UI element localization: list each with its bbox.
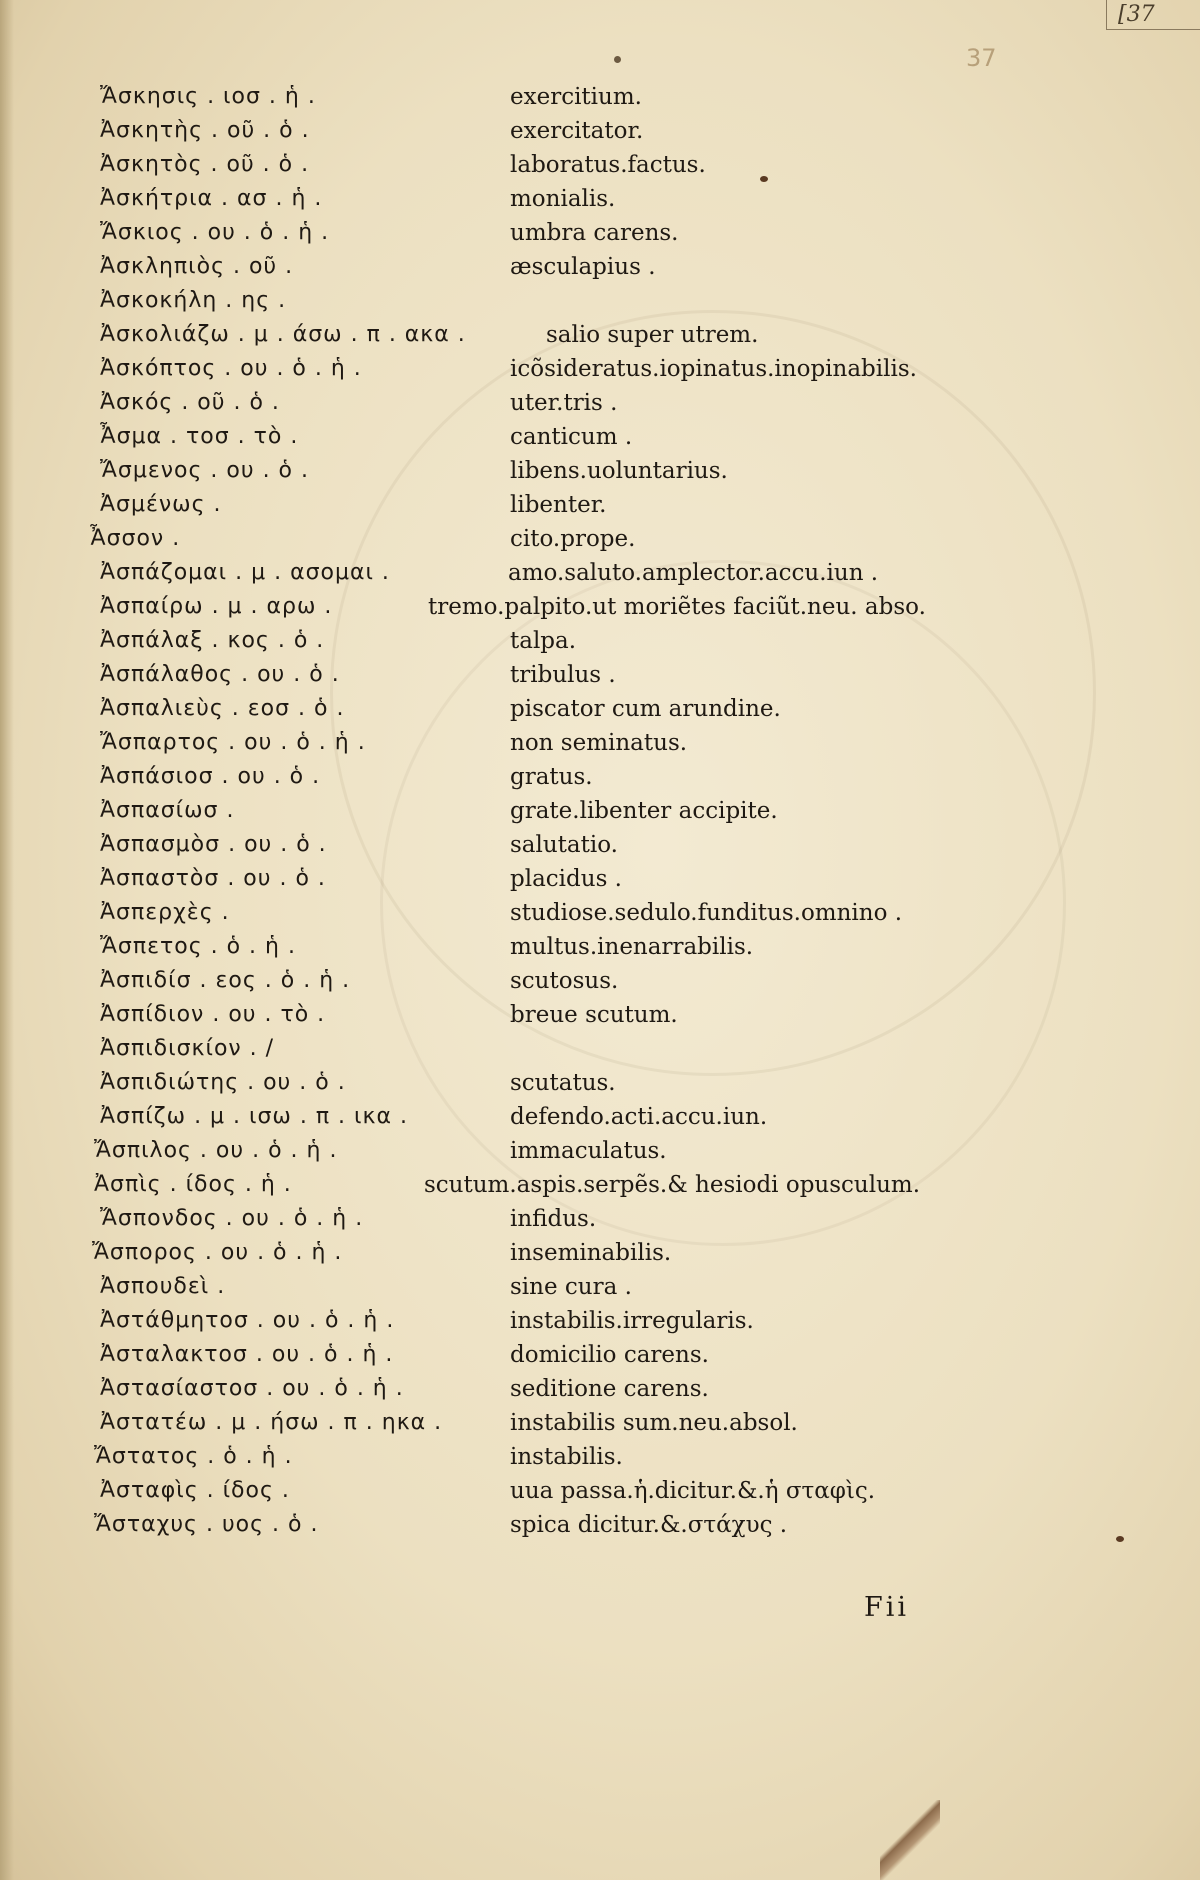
entry-row xyxy=(0,390,1200,424)
greek-headword: Ἆσσον . xyxy=(90,526,181,551)
entry-row xyxy=(0,1206,1200,1240)
entry-row xyxy=(0,1138,1200,1172)
entry-row xyxy=(0,764,1200,798)
latin-gloss: instabilis. xyxy=(510,1444,623,1470)
entry-row xyxy=(0,1240,1200,1274)
entry-row xyxy=(0,1512,1200,1546)
folio-mark: [37 xyxy=(1118,2,1155,27)
greek-headword: Ἀσκός . οῦ . ὁ . xyxy=(100,390,280,415)
entry-row xyxy=(0,152,1200,186)
greek-headword: Ἀσκητὴς . οῦ . ὁ . xyxy=(100,118,310,143)
greek-headword: Ἀσπίδιον . ου . τὸ . xyxy=(100,1002,326,1027)
greek-headword: Ἀσκόπτος . ου . ὁ . ἡ . xyxy=(100,356,362,381)
latin-gloss: inseminabilis. xyxy=(510,1240,672,1266)
entry-row xyxy=(0,322,1200,356)
entry-row xyxy=(0,1444,1200,1478)
latin-gloss: studiose.sedulo.funditus.omnino . xyxy=(510,900,903,926)
entry-row xyxy=(0,798,1200,832)
greek-headword: Ἀστατέω . μ . ήσω . π . ηκα . xyxy=(100,1410,443,1435)
latin-gloss: monialis. xyxy=(510,186,616,212)
entry-row xyxy=(0,1376,1200,1410)
latin-gloss: libens.uoluntarius. xyxy=(510,458,728,484)
greek-headword: Ἀσπάσιοσ . ου . ὁ . xyxy=(100,764,321,789)
greek-headword: Ἀσμένως . xyxy=(100,492,222,517)
greek-headword: Ἀσκληπιὸς . οῦ . xyxy=(100,254,294,279)
greek-headword: Ἀσκητὸς . οῦ . ὁ . xyxy=(100,152,310,177)
entry-row xyxy=(0,934,1200,968)
paper-damage xyxy=(880,1800,940,1880)
entry-row xyxy=(0,118,1200,152)
greek-headword: Ἄσκιος . ου . ὁ . ἡ . xyxy=(100,220,330,245)
entry-row xyxy=(0,730,1200,764)
entry-row xyxy=(0,458,1200,492)
latin-gloss: multus.inenarrabilis. xyxy=(510,934,754,960)
latin-gloss: exercitium. xyxy=(510,84,642,110)
greek-headword: Ἀσταλακτοσ . ου . ὁ . ἡ . xyxy=(100,1342,394,1367)
latin-gloss: laboratus.factus. xyxy=(510,152,706,178)
latin-gloss: talpa. xyxy=(510,628,577,654)
greek-headword: Ἄσπονδος . ου . ὁ . ἡ . xyxy=(100,1206,364,1231)
greek-headword: Ἀσπιδίσ . εος . ὁ . ἡ . xyxy=(100,968,351,993)
signature-mark: Fii xyxy=(864,1592,910,1623)
latin-gloss: libenter. xyxy=(510,492,607,518)
entry-row xyxy=(0,492,1200,526)
greek-headword: Ἀσπίζω . μ . ισω . π . ικα . xyxy=(100,1104,408,1129)
greek-headword: Ἀσπασμὸσ . ου . ὁ . xyxy=(100,832,327,857)
entry-row xyxy=(0,220,1200,254)
entry-row xyxy=(0,424,1200,458)
entry-row xyxy=(0,1070,1200,1104)
greek-headword: Ἄσπιλος . ου . ὁ . ἡ . xyxy=(94,1138,338,1163)
entry-row xyxy=(0,186,1200,220)
latin-gloss: cito.prope. xyxy=(510,526,636,552)
greek-headword: Ἄσπορος . ου . ὁ . ἡ . xyxy=(92,1240,343,1265)
greek-headword: Ἀσπιδιώτης . ου . ὁ . xyxy=(100,1070,346,1095)
latin-gloss: scutum.aspis.serpẽs.& hesiodi opusculum. xyxy=(424,1172,921,1198)
entry-row xyxy=(0,1036,1200,1070)
entry-row xyxy=(0,1002,1200,1036)
latin-gloss: amo.saluto.amplector.accu.iun . xyxy=(508,560,879,586)
greek-headword: Ἀσπάλαξ . κος . ὁ . xyxy=(100,628,325,653)
entry-row xyxy=(0,254,1200,288)
greek-headword: Ἀσπαλιεὺς . εοσ . ὁ . xyxy=(100,696,345,721)
latin-gloss: instabilis.irregularis. xyxy=(510,1308,754,1334)
entry-row xyxy=(0,968,1200,1002)
greek-headword: Ἀστασίαστοσ . ου . ὁ . ἡ . xyxy=(100,1376,404,1401)
greek-headword: Ἄσπαρτος . ου . ὁ . ἡ . xyxy=(100,730,366,755)
entry-row xyxy=(0,1478,1200,1512)
latin-gloss: uter.tris . xyxy=(510,390,618,416)
greek-headword: Ἀσκολιάζω . μ . άσω . π . ακα . xyxy=(100,322,466,347)
entry-row xyxy=(0,900,1200,934)
entry-row xyxy=(0,526,1200,560)
latin-gloss: defendo.acti.accu.iun. xyxy=(510,1104,768,1130)
greek-headword: Ἀσπαστὸσ . ου . ὁ . xyxy=(100,866,326,891)
greek-headword: Ἄσπετος . ὁ . ἡ . xyxy=(100,934,296,959)
entry-row xyxy=(0,628,1200,662)
latin-gloss: instabilis sum.neu.absol. xyxy=(510,1410,798,1436)
latin-gloss: umbra carens. xyxy=(510,220,679,246)
greek-headword: Ἀσπὶς . ίδος . ἡ . xyxy=(94,1172,292,1197)
latin-gloss: uua passa.ἡ.dicitur.&.ἡ σταφὶς. xyxy=(510,1478,876,1504)
printer-mark xyxy=(614,56,621,63)
latin-gloss: scutosus. xyxy=(510,968,619,994)
greek-headword: Ἀσκοκήλη . ης . xyxy=(100,288,287,313)
entry-row xyxy=(0,1172,1200,1206)
greek-headword: Ἄστατος . ὁ . ἡ . xyxy=(94,1444,293,1469)
greek-headword: Ἀσπασίωσ . xyxy=(100,798,235,823)
entry-row xyxy=(0,1104,1200,1138)
ink-spot xyxy=(760,176,768,182)
entry-row xyxy=(0,84,1200,118)
latin-gloss: scutatus. xyxy=(510,1070,616,1096)
entry-row xyxy=(0,832,1200,866)
latin-gloss: salutatio. xyxy=(510,832,618,858)
greek-headword: Ἀσπιδισκίον . / xyxy=(100,1036,275,1061)
latin-gloss: immaculatus. xyxy=(510,1138,667,1164)
greek-headword: Ἀσπάλαθος . ου . ὁ . xyxy=(100,662,340,687)
greek-headword: Ἄσμενος . ου . ὁ . xyxy=(100,458,310,483)
entry-row xyxy=(0,560,1200,594)
greek-headword: Ἆσμα . τοσ . τὸ . xyxy=(100,424,299,449)
ink-spot-lower xyxy=(1116,1536,1124,1542)
greek-headword: Ἀσπερχὲς . xyxy=(100,900,230,925)
latin-gloss: spica dicitur.&.στάχυς . xyxy=(510,1512,788,1538)
greek-headword: Ἀσταφὶς . ίδος . xyxy=(100,1478,290,1503)
entry-row xyxy=(0,1410,1200,1444)
latin-gloss: infidus. xyxy=(510,1206,597,1232)
latin-gloss: canticum . xyxy=(510,424,633,450)
latin-gloss: icõsideratus.iopinatus.inopinabilis. xyxy=(510,356,917,382)
greek-headword: Ἀσπουδεὶ . xyxy=(100,1274,226,1299)
latin-gloss: gratus. xyxy=(510,764,593,790)
greek-headword: Ἄσταχυς . υος . ὁ . xyxy=(94,1512,319,1537)
latin-gloss: exercitator. xyxy=(510,118,644,144)
greek-headword: Ἀστάθμητοσ . ου . ὁ . ἡ . xyxy=(100,1308,395,1333)
latin-gloss: non seminatus. xyxy=(510,730,688,756)
latin-gloss: sine cura . xyxy=(510,1274,632,1300)
greek-headword: Ἀσπαίρω . μ . αρω . xyxy=(100,594,333,619)
latin-gloss: seditione carens. xyxy=(510,1376,709,1402)
latin-gloss: tremo.palpito.ut moriẽtes faciũt.neu. abso. xyxy=(428,594,926,620)
entry-row xyxy=(0,866,1200,900)
greek-headword: Ἄσκησις . ιοσ . ἡ . xyxy=(100,84,316,109)
entry-row xyxy=(0,696,1200,730)
greek-headword: Ἀσκήτρια . ασ . ἡ . xyxy=(100,186,323,211)
latin-gloss: placidus . xyxy=(510,866,622,892)
latin-gloss: domicilio carens. xyxy=(510,1342,709,1368)
entry-row xyxy=(0,356,1200,390)
greek-headword: Ἀσπάζομαι . μ . ασομαι . xyxy=(100,560,390,585)
entry-row xyxy=(0,662,1200,696)
latin-gloss: breue scutum. xyxy=(510,1002,678,1028)
latin-gloss: piscator cum arundine. xyxy=(510,696,781,722)
latin-gloss: grate.libenter accipite. xyxy=(510,798,778,824)
latin-gloss: tribulus . xyxy=(510,662,616,688)
entry-row xyxy=(0,594,1200,628)
latin-gloss: salio super utrem. xyxy=(546,322,759,348)
entry-row xyxy=(0,1342,1200,1376)
pencil-page-number: 37 xyxy=(966,44,997,72)
entry-row xyxy=(0,1308,1200,1342)
entry-row xyxy=(0,288,1200,322)
entry-row xyxy=(0,1274,1200,1308)
latin-gloss: æsculapius . xyxy=(510,254,656,280)
